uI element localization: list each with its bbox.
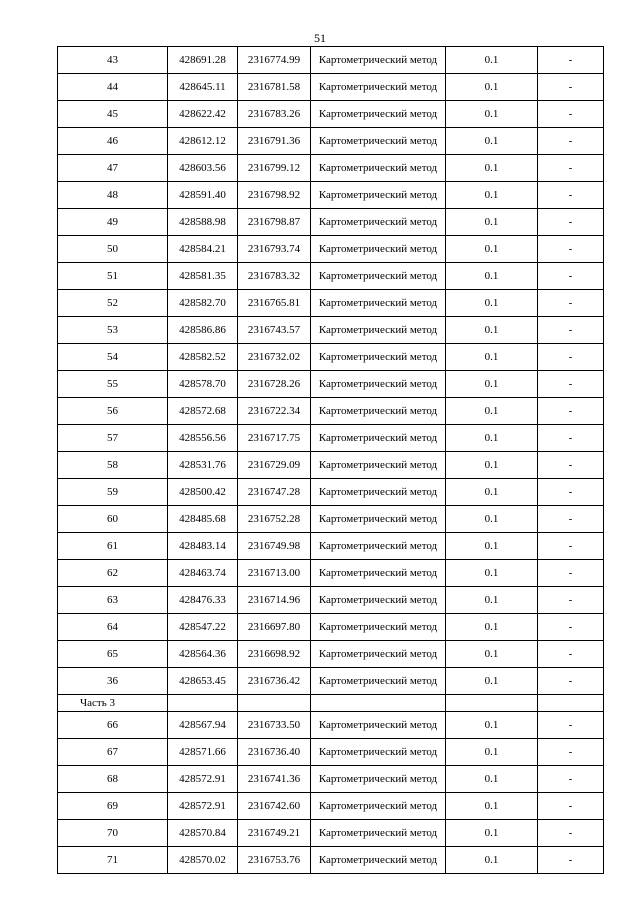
method-cell: Картометрический метод — [311, 712, 446, 739]
note-cell: - — [538, 506, 604, 533]
note-cell: - — [538, 614, 604, 641]
point-number-cell: 45 — [58, 101, 168, 128]
accuracy-cell: 0.1 — [446, 506, 538, 533]
table-row — [58, 614, 604, 641]
accuracy-cell: 0.1 — [446, 712, 538, 739]
table-row — [58, 155, 604, 182]
note-cell: - — [538, 371, 604, 398]
point-number-cell: 43 — [58, 47, 168, 74]
accuracy-cell: 0.1 — [446, 614, 538, 641]
point-number-cell: 71 — [58, 847, 168, 874]
y-coordinate-cell: 2316798.92 — [238, 182, 311, 209]
note-cell: - — [538, 668, 604, 695]
x-coordinate-cell: 428653.45 — [168, 668, 238, 695]
point-number-cell: 65 — [58, 641, 168, 668]
note-cell: - — [538, 739, 604, 766]
note-cell: - — [538, 452, 604, 479]
note-cell: - — [538, 479, 604, 506]
page-number: 51 — [314, 31, 326, 45]
point-number-cell: 56 — [58, 398, 168, 425]
note-cell: - — [538, 317, 604, 344]
accuracy-cell: 0.1 — [446, 317, 538, 344]
point-number-cell: 46 — [58, 128, 168, 155]
x-coordinate-cell: 428591.40 — [168, 182, 238, 209]
point-number-cell: 69 — [58, 793, 168, 820]
x-coordinate-cell: 428622.42 — [168, 101, 238, 128]
accuracy-cell: 0.1 — [446, 793, 538, 820]
x-coordinate-cell: 428572.68 — [168, 398, 238, 425]
y-coordinate-cell: 2316698.92 — [238, 641, 311, 668]
accuracy-cell: 0.1 — [446, 236, 538, 263]
point-number-cell: 57 — [58, 425, 168, 452]
x-coordinate-cell: 428564.36 — [168, 641, 238, 668]
x-coordinate-cell: 428582.52 — [168, 344, 238, 371]
point-number-cell: 48 — [58, 182, 168, 209]
x-coordinate-cell: 428547.22 — [168, 614, 238, 641]
method-cell: Картометрический метод — [311, 641, 446, 668]
note-cell: - — [538, 182, 604, 209]
y-coordinate-cell: 2316774.99 — [238, 47, 311, 74]
y-coordinate-cell: 2316714.96 — [238, 587, 311, 614]
method-cell: Картометрический метод — [311, 425, 446, 452]
note-cell: - — [538, 236, 604, 263]
point-number-cell: 51 — [58, 263, 168, 290]
table-row — [58, 101, 604, 128]
point-number-cell: 60 — [58, 506, 168, 533]
accuracy-cell: 0.1 — [446, 290, 538, 317]
table-row — [58, 344, 604, 371]
note-cell: - — [538, 560, 604, 587]
empty-cell — [311, 695, 446, 712]
accuracy-cell: 0.1 — [446, 479, 538, 506]
method-cell: Картометрический метод — [311, 587, 446, 614]
note-cell: - — [538, 793, 604, 820]
accuracy-cell: 0.1 — [446, 533, 538, 560]
x-coordinate-cell: 428556.56 — [168, 425, 238, 452]
accuracy-cell: 0.1 — [446, 182, 538, 209]
method-cell: Картометрический метод — [311, 182, 446, 209]
y-coordinate-cell: 2316713.00 — [238, 560, 311, 587]
method-cell: Картометрический метод — [311, 74, 446, 101]
x-coordinate-cell: 428588.98 — [168, 209, 238, 236]
x-coordinate-cell: 428500.42 — [168, 479, 238, 506]
method-cell: Картометрический метод — [311, 479, 446, 506]
method-cell: Картометрический метод — [311, 398, 446, 425]
x-coordinate-cell: 428485.68 — [168, 506, 238, 533]
y-coordinate-cell: 2316736.42 — [238, 668, 311, 695]
method-cell: Картометрический метод — [311, 317, 446, 344]
point-number-cell: 59 — [58, 479, 168, 506]
y-coordinate-cell: 2316765.81 — [238, 290, 311, 317]
accuracy-cell: 0.1 — [446, 398, 538, 425]
coordinates-table-body — [58, 47, 604, 874]
method-cell: Картометрический метод — [311, 236, 446, 263]
accuracy-cell: 0.1 — [446, 263, 538, 290]
y-coordinate-cell: 2316752.28 — [238, 506, 311, 533]
accuracy-cell: 0.1 — [446, 344, 538, 371]
x-coordinate-cell: 428567.94 — [168, 712, 238, 739]
point-number-cell: 58 — [58, 452, 168, 479]
y-coordinate-cell: 2316747.28 — [238, 479, 311, 506]
note-cell: - — [538, 290, 604, 317]
x-coordinate-cell: 428571.66 — [168, 739, 238, 766]
section-row — [58, 695, 604, 712]
accuracy-cell: 0.1 — [446, 128, 538, 155]
table-row — [58, 452, 604, 479]
empty-cell — [538, 695, 604, 712]
empty-cell — [446, 695, 538, 712]
table-row — [58, 847, 604, 874]
y-coordinate-cell: 2316722.34 — [238, 398, 311, 425]
point-number-cell: 70 — [58, 820, 168, 847]
accuracy-cell: 0.1 — [446, 820, 538, 847]
table-row — [58, 290, 604, 317]
method-cell: Картометрический метод — [311, 506, 446, 533]
x-coordinate-cell: 428586.86 — [168, 317, 238, 344]
table-row — [58, 128, 604, 155]
table-row — [58, 263, 604, 290]
y-coordinate-cell: 2316741.36 — [238, 766, 311, 793]
point-number-cell: 64 — [58, 614, 168, 641]
table-row — [58, 793, 604, 820]
y-coordinate-cell: 2316717.75 — [238, 425, 311, 452]
y-coordinate-cell: 2316799.12 — [238, 155, 311, 182]
note-cell: - — [538, 766, 604, 793]
y-coordinate-cell: 2316793.74 — [238, 236, 311, 263]
note-cell: - — [538, 712, 604, 739]
table-row — [58, 712, 604, 739]
x-coordinate-cell: 428570.84 — [168, 820, 238, 847]
table-row — [58, 533, 604, 560]
point-number-cell: 36 — [58, 668, 168, 695]
y-coordinate-cell: 2316733.50 — [238, 712, 311, 739]
accuracy-cell: 0.1 — [446, 155, 538, 182]
x-coordinate-cell: 428578.70 — [168, 371, 238, 398]
method-cell: Картометрический метод — [311, 155, 446, 182]
table-row — [58, 425, 604, 452]
note-cell: - — [538, 101, 604, 128]
method-cell: Картометрический метод — [311, 128, 446, 155]
table-row — [58, 739, 604, 766]
x-coordinate-cell: 428483.14 — [168, 533, 238, 560]
note-cell: - — [538, 847, 604, 874]
point-number-cell: 47 — [58, 155, 168, 182]
table-row — [58, 236, 604, 263]
table-row — [58, 47, 604, 74]
method-cell: Картометрический метод — [311, 209, 446, 236]
empty-cell — [238, 695, 311, 712]
method-cell: Картометрический метод — [311, 371, 446, 398]
y-coordinate-cell: 2316798.87 — [238, 209, 311, 236]
method-cell: Картометрический метод — [311, 614, 446, 641]
method-cell: Картометрический метод — [311, 793, 446, 820]
x-coordinate-cell: 428572.91 — [168, 766, 238, 793]
accuracy-cell: 0.1 — [446, 101, 538, 128]
note-cell: - — [538, 425, 604, 452]
table-row — [58, 506, 604, 533]
point-number-cell: 54 — [58, 344, 168, 371]
x-coordinate-cell: 428463.74 — [168, 560, 238, 587]
table-row — [58, 182, 604, 209]
note-cell: - — [538, 263, 604, 290]
point-number-cell: 66 — [58, 712, 168, 739]
note-cell: - — [538, 344, 604, 371]
x-coordinate-cell: 428584.21 — [168, 236, 238, 263]
note-cell: - — [538, 155, 604, 182]
y-coordinate-cell: 2316728.26 — [238, 371, 311, 398]
point-number-cell: 49 — [58, 209, 168, 236]
table-row — [58, 587, 604, 614]
note-cell: - — [538, 398, 604, 425]
table-row — [58, 766, 604, 793]
accuracy-cell: 0.1 — [446, 209, 538, 236]
empty-cell — [168, 695, 238, 712]
method-cell: Картометрический метод — [311, 101, 446, 128]
point-number-cell: 53 — [58, 317, 168, 344]
x-coordinate-cell: 428531.76 — [168, 452, 238, 479]
x-coordinate-cell: 428691.28 — [168, 47, 238, 74]
accuracy-cell: 0.1 — [446, 739, 538, 766]
note-cell: - — [538, 587, 604, 614]
accuracy-cell: 0.1 — [446, 587, 538, 614]
method-cell: Картометрический метод — [311, 820, 446, 847]
method-cell: Картометрический метод — [311, 263, 446, 290]
method-cell: Картометрический метод — [311, 533, 446, 560]
table-row — [58, 371, 604, 398]
x-coordinate-cell: 428581.35 — [168, 263, 238, 290]
accuracy-cell: 0.1 — [446, 560, 538, 587]
method-cell: Картометрический метод — [311, 47, 446, 74]
y-coordinate-cell: 2316697.80 — [238, 614, 311, 641]
point-number-cell: 61 — [58, 533, 168, 560]
x-coordinate-cell: 428612.12 — [168, 128, 238, 155]
y-coordinate-cell: 2316729.09 — [238, 452, 311, 479]
section-label: Часть 3 — [58, 695, 168, 712]
x-coordinate-cell: 428603.56 — [168, 155, 238, 182]
accuracy-cell: 0.1 — [446, 668, 538, 695]
point-number-cell: 63 — [58, 587, 168, 614]
y-coordinate-cell: 2316791.36 — [238, 128, 311, 155]
table-row — [58, 74, 604, 101]
method-cell: Картометрический метод — [311, 344, 446, 371]
x-coordinate-cell: 428645.11 — [168, 74, 238, 101]
note-cell: - — [538, 820, 604, 847]
x-coordinate-cell: 428476.33 — [168, 587, 238, 614]
note-cell: - — [538, 74, 604, 101]
method-cell: Картометрический метод — [311, 452, 446, 479]
y-coordinate-cell: 2316783.32 — [238, 263, 311, 290]
y-coordinate-cell: 2316736.40 — [238, 739, 311, 766]
accuracy-cell: 0.1 — [446, 47, 538, 74]
y-coordinate-cell: 2316732.02 — [238, 344, 311, 371]
method-cell: Картометрический метод — [311, 668, 446, 695]
accuracy-cell: 0.1 — [446, 425, 538, 452]
point-number-cell: 67 — [58, 739, 168, 766]
accuracy-cell: 0.1 — [446, 74, 538, 101]
table-row — [58, 209, 604, 236]
note-cell: - — [538, 209, 604, 236]
method-cell: Картометрический метод — [311, 739, 446, 766]
table-row — [58, 317, 604, 344]
note-cell: - — [538, 641, 604, 668]
table-row — [58, 560, 604, 587]
table-row — [58, 820, 604, 847]
y-coordinate-cell: 2316753.76 — [238, 847, 311, 874]
accuracy-cell: 0.1 — [446, 847, 538, 874]
x-coordinate-cell: 428582.70 — [168, 290, 238, 317]
note-cell: - — [538, 128, 604, 155]
accuracy-cell: 0.1 — [446, 766, 538, 793]
y-coordinate-cell: 2316749.21 — [238, 820, 311, 847]
method-cell: Картометрический метод — [311, 560, 446, 587]
method-cell: Картометрический метод — [311, 847, 446, 874]
coordinates-table — [57, 46, 604, 874]
table-row — [58, 668, 604, 695]
y-coordinate-cell: 2316743.57 — [238, 317, 311, 344]
table-row — [58, 641, 604, 668]
point-number-cell: 50 — [58, 236, 168, 263]
method-cell: Картометрический метод — [311, 290, 446, 317]
y-coordinate-cell: 2316783.26 — [238, 101, 311, 128]
accuracy-cell: 0.1 — [446, 371, 538, 398]
y-coordinate-cell: 2316742.60 — [238, 793, 311, 820]
point-number-cell: 62 — [58, 560, 168, 587]
x-coordinate-cell: 428570.02 — [168, 847, 238, 874]
note-cell: - — [538, 47, 604, 74]
accuracy-cell: 0.1 — [446, 452, 538, 479]
note-cell: - — [538, 533, 604, 560]
point-number-cell: 55 — [58, 371, 168, 398]
accuracy-cell: 0.1 — [446, 641, 538, 668]
y-coordinate-cell: 2316781.58 — [238, 74, 311, 101]
y-coordinate-cell: 2316749.98 — [238, 533, 311, 560]
table-row — [58, 398, 604, 425]
point-number-cell: 68 — [58, 766, 168, 793]
point-number-cell: 52 — [58, 290, 168, 317]
point-number-cell: 44 — [58, 74, 168, 101]
x-coordinate-cell: 428572.91 — [168, 793, 238, 820]
method-cell: Картометрический метод — [311, 766, 446, 793]
table-row — [58, 479, 604, 506]
